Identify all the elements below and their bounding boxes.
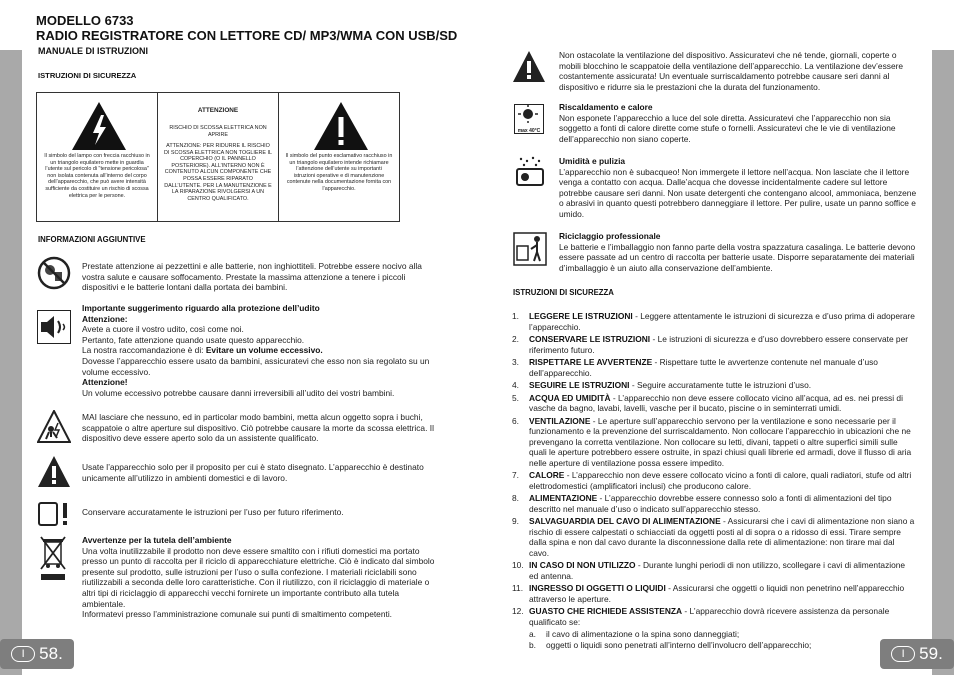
safety-item-bold: CALORE: [529, 470, 565, 480]
electric-shock-hazard-icon: [37, 410, 71, 444]
safety-item: [512, 334, 916, 355]
manual-keep-icon: [37, 497, 71, 531]
right-safety-heading: ISTRUZIONI DI SICUREZZA: [513, 288, 614, 297]
water-drop-device-icon: [513, 155, 547, 189]
safety-item-number: 1.: [512, 311, 519, 321]
info-small-parts-text: Prestate attenzione ai pezzettini e alle batterie, non inghiottiteli. Potrebbe essere nocivo alla vostra salute e causare soffocamento. Prestate la massima attenzione a tenere i piccoli dispositivi e le batterie lontani dalla portata dei bambini.: [82, 261, 422, 293]
hearing-attention-1: Attenzione:: [82, 313, 128, 324]
hearing-line-3b: Evitare un volume eccessivo.: [205, 345, 323, 356]
safety-item-text: - Assicurarsi che i cavi di alimentazione non siano a rischio di essere calpestati o schiacciati da oggetti posti al di sopra o a ridosso di essi. Tirare sempre dalla spina e non dal cavo durante la disconnessione dalla rete di alimentazione: non tirare mai dal cavo.: [529, 516, 915, 558]
attention-line-1: RISCHIO DI SCOSSA ELETTRICA NON APRIRE: [169, 125, 267, 138]
heat-block: [559, 102, 919, 144]
document-title: [36, 13, 457, 43]
info-openings-text: MAI lasciare che nessuno, ed in particolar modo bambini, metta alcun oggetto sopra i buchi, scappatoie o altre aperture sul dispositivo. Ciò potrebbe causare la morte da scossa elettrica. Il dispositivo deve essere aperto solo da un assistente qualificato.: [82, 412, 434, 444]
safety-item-text: - Le aperture sull’apparecchio servono per la ventilazione e sono necessarie per il funzionamento e la prevenzione del surriscaldamento. Non collocare l’apparecchio in ubicazioni che ne prevengano la corretta ventilazione. Non collocare su letti, divani, tappeti o altre superfici simili sulle quali le aperture potrebbero essere ostruite, in spazi chiusi quali librerie ed armadi, dove il flusso di aria nelle aperture di ventilazione possa essere impedito.: [529, 415, 912, 468]
left-margin-bar: [0, 50, 22, 675]
info-purpose-text: Usate l’apparecchio solo per il proposito per cui è stato disegnato. L’apparecchio è destinato unicamente all’utilizzo in ambienti domestici e di lavoro.: [82, 462, 424, 483]
hearing-line-3a: La nostra raccomandazione è di:: [82, 345, 206, 356]
left-safety-heading: ISTRUZIONI DI SICUREZZA: [38, 71, 137, 80]
safety-item: [512, 416, 916, 469]
safety-item-number: 6.: [512, 415, 519, 426]
safety-item-text: - Rispettare tutte le avvertenze contenute nel manuale d’uso dell’apparecchio.: [529, 357, 878, 378]
safety-item-bold: INGRESSO DI OGGETTI O LIQUIDI: [529, 583, 666, 593]
environment-block: [82, 535, 438, 620]
page-number-right-value: 59.: [919, 644, 943, 663]
safety-subitem-text: oggetti o liquidi sono penetrati all’interno dell’involucro dell’apparecchio;: [546, 639, 812, 650]
safety-item-text: - Assicurarsi che oggetti o liquidi non penetrino nell’apparecchio attraverso le aperture.: [529, 583, 905, 604]
safety-item-text: - L’apparecchio dovrebbe essere connesso solo a fonti di alimentazioni del tipo descritto nel manuale d’uso o indicato sull’apparecchio stesso.: [529, 493, 892, 514]
safety-item-number: 10.: [512, 560, 524, 570]
safety-item-number: 8.: [512, 493, 519, 503]
hearing-protection-icon: [37, 310, 71, 344]
environment-title: Avvertenze per la tutela dell’ambiente: [82, 535, 232, 545]
safety-subitem-letter: a.: [529, 629, 536, 639]
warning-cell-exclamation: [279, 93, 399, 221]
ventilation-text: Non ostacolate la ventilazione del dispositivo. Assicuratevi che né tende, giornali, coperte o mobili blocchino le scappatoie della ventilazione dell’apparecchio. La ventilazione dev’essere costantemente assicurata! Un eventuale surriscaldamento potrebbe causare seri danni al dispositivo e ridurre sia le prestazioni che la durata del funzionamento.: [559, 50, 904, 92]
safety-item: [512, 393, 916, 414]
product-title: RADIO REGISTRATORE CON LETTORE CD/ MP3/WMA CON USB/SD: [36, 28, 458, 43]
language-badge-icon: I: [891, 646, 915, 662]
safety-item-bold: ACQUA ED UMIDITÀ: [529, 392, 611, 403]
sun-icon: [515, 105, 542, 123]
info-keep-instructions-text: Conservare accuratamente le istruzioni per l’uso per futuro riferimento.: [82, 507, 344, 517]
page-number-right: [880, 639, 954, 669]
safety-item: [512, 311, 916, 332]
safety-item-bold: VENTILAZIONE: [529, 415, 591, 426]
safety-item-number: 12.: [512, 606, 524, 616]
warning-box: [36, 92, 400, 222]
safety-subitem: [512, 640, 916, 651]
safety-item-bold: IN CASO DI NON UTILIZZO: [529, 560, 636, 570]
safety-item: [512, 493, 916, 514]
safety-item-bold: ALIMENTAZIONE: [529, 493, 598, 503]
safety-item-number: 5.: [512, 392, 519, 403]
safety-item-bold: SALVAGUARDIA DEL CAVO DI ALIMENTAZIONE: [529, 516, 721, 526]
hearing-line-1: Avete a cuore il vostro udito, così come noi.: [82, 324, 244, 335]
safety-item-text: - Leggere attentamente le istruzioni di sicurezza e d’uso prima di adoperare l’apparecchio.: [529, 311, 915, 332]
heat-text: Non esponete l’apparecchio a luce del sole diretta. Assicuratevi che l’apparecchio non sia soggetto a fonti di calore dirette come stufe o fornelli. Assicuratevi che le vie di ventilazione dell’apparecchio non siano coperte.: [559, 112, 896, 144]
safety-item-number: 9.: [512, 516, 519, 526]
safety-item-number: 2.: [512, 334, 519, 344]
safety-item-bold: CONSERVARE LE ISTRUZIONI: [529, 334, 651, 344]
warning-cell-lightning: [37, 93, 158, 221]
safety-item: [512, 583, 916, 604]
weee-bin-icon: [38, 534, 68, 584]
safety-item-number: 3.: [512, 357, 519, 367]
safety-item: [512, 380, 916, 391]
safety-item-bold: RISPETTARE LE AVVERTENZE: [529, 357, 653, 367]
attention-line-2: ATTENZIONE: PER RIDURRE IL RISCHIO DI SCOSSA ELETTRICA NON TOGLIERE IL COPERCHIO (O IL PANNELLO POSTERIORE). ALL’INTERNO NON È CONTENUTO ALCUN COMPONENTE CHE POSSA ESSERE RIPARATO DALL’UTENTE. PER LA MANUTENZIONE E LA RIPARAZIONE RIVOLGERSI A UN CENTRO QUALIFICATO.: [164, 143, 272, 202]
heat-title: Riscaldamento e calore: [559, 102, 653, 112]
recycling-person-icon: [513, 232, 547, 266]
safety-item-text: - L’apparecchio non deve essere collocato vicino all’acqua, ad es. nei pressi di vasche da bagno, lavabi, lavelli, vasche per il bucato, piscine o in seminterrati umidi.: [529, 392, 903, 413]
no-small-parts-icon: [37, 256, 71, 290]
hearing-line-4: Dovesse l’apparecchio essere usato da bambini, assicuratevi che esso non sia regolato su un volume eccessivo.: [82, 355, 430, 377]
wet-block: [559, 156, 919, 220]
safety-item: [512, 470, 916, 491]
wet-title: Umidità e pulizia: [559, 156, 626, 166]
safety-item: [512, 357, 916, 378]
model-title: MODELLO 6733: [36, 13, 134, 28]
safety-item-number: 4.: [512, 380, 519, 390]
wet-text: L’apparecchio non è subacqueo! Non immergete il lettore nell’acqua. Non lasciate che il lettore venga a contatto con acqua. Dalle’acqua che dovesse incidentalmente cadere sul lettore potrebbe causare seri danni. Non usate detergenti che contengano alcool, ammoniaca, benzene o abrasivi in quanto questi potrebbero danneggiare il lettore. Per pulire, usate un panno soffice e umido.: [559, 166, 917, 219]
safety-list: [512, 311, 916, 652]
safety-item: [512, 606, 916, 627]
right-margin-bar: [932, 50, 954, 675]
exclamation-triangle-icon: [313, 101, 369, 151]
safety-item-text: - Durante lunghi periodi di non utilizzo, scollegare i cavi di alimentazione ed antenna.: [529, 560, 906, 581]
lightning-caption: Il simbolo del lampo con freccia racchiuso in un triangolo equilatero mette in guardia l’utente sul pericolo di "tensione pericolosa" non isolata contenuta all’interno del corpo dell’apparecchio, che può avere intensità sufficiente da costituire un rischio di scossa elettrica per le persone.: [44, 153, 150, 199]
page-number-left: [0, 639, 74, 669]
warning-cell-center: [158, 93, 279, 221]
environment-text: Una volta inutilizzabile il prodotto non deve essere smaltito con i rifiuti domestici ma portato presso un punto di raccolta per il riciclo di apparecchiature elettriche. Ciò è indicato dal simbolo presente sul prodotto, sulle istruzioni per l’uso o sulla confezione. I materiali riciclabili sono riutilizzabili a seconda delle loro caratteristiche. Con il riutilizzo, con il riciclaggio di materiale o altri tipi di riciclaggio di apparecchi vecchi fornirete un importante contributo alla tutela ambientale.: [82, 545, 435, 609]
environment-text-2: Informatevi presso l’amministrazione comunale sui punti di smaltimento competenti.: [82, 609, 393, 620]
recycle-title: Riciclaggio professionale: [559, 231, 661, 241]
hearing-line-5: Un volume eccessivo potrebbe causare danni irreversibili all’udito dei vostri bambini.: [82, 387, 395, 398]
lightning-triangle-icon: [71, 101, 127, 151]
exclamation-caption: Il simbolo del punto esclamativo racchiuso in un triangolo equilatero intende richiamare l’attenzione dell’utente su importanti istruzioni operative e di manutenzione contenute nella documentazione fornita con l’apparecchio.: [285, 153, 393, 192]
safety-item-bold: SEGUIRE LE ISTRUZIONI: [529, 380, 630, 390]
recycle-text: Le batterie e l’imballaggio non fanno parte della vostra spazzatura casalinga. Le batterie devono essere passate ad un centro di raccolta per batterie usate. Disporre separatamente dei materiali d’imballaggio è un aiuto alla conservazione dell’ambiente.: [559, 241, 916, 273]
language-badge-icon: I: [11, 646, 35, 662]
safety-item-bold: LEGGERE LE ISTRUZIONI: [529, 311, 633, 321]
safety-subitem-letter: b.: [529, 639, 536, 650]
hearing-attention-2: Attenzione!: [82, 377, 128, 388]
heat-icon: [514, 104, 544, 134]
safety-subitem-text: il cavo di alimentazione o la spina sono danneggiati;: [546, 629, 740, 639]
safety-item: [512, 516, 916, 558]
hearing-line-2: Pertanto, fate attenzione quando usate questo apparecchio.: [82, 334, 305, 345]
safety-item-text: - L’apparecchio non deve essere collocato vicino a fonti di calore, quali radiatori, stufe od altri elettrodomestici (amplificatori inclusi) che producono calore.: [529, 470, 912, 491]
hearing-line-3: [82, 345, 438, 356]
safety-item-text: - Le istruzioni di sicurezza e d’uso dovrebbero essere conservate per riferimento futuro.: [529, 334, 909, 355]
heat-icon-label: max 40°C: [517, 128, 541, 134]
exclamation-warning-icon: [37, 455, 71, 489]
page-number-left-value: 58.: [39, 644, 63, 663]
ventilation-warning-icon: [512, 50, 546, 84]
info-heading: INFORMAZIONI AGGIUNTIVE: [38, 235, 146, 244]
attention-title: ATTENZIONE: [197, 107, 239, 114]
safety-item-number: 11.: [512, 583, 524, 593]
hearing-title: Importante suggerimento riguardo alla protezione dell’udito: [82, 303, 320, 313]
recycle-block: [559, 231, 919, 273]
safety-item-text: - L’apparecchio dovrà ricevere assistenza da personale qualificato se:: [529, 606, 890, 627]
hearing-block: [82, 303, 438, 398]
safety-item-number: 7.: [512, 470, 519, 480]
safety-subitem: [512, 629, 916, 640]
manual-label: MANUALE DI ISTRUZIONI: [38, 46, 148, 56]
safety-item-bold: GUASTO CHE RICHIEDE ASSISTENZA: [529, 606, 683, 616]
safety-item-text: - Seguire accuratamente tutte le istruzioni d’uso.: [629, 380, 812, 390]
safety-item: [512, 560, 916, 581]
